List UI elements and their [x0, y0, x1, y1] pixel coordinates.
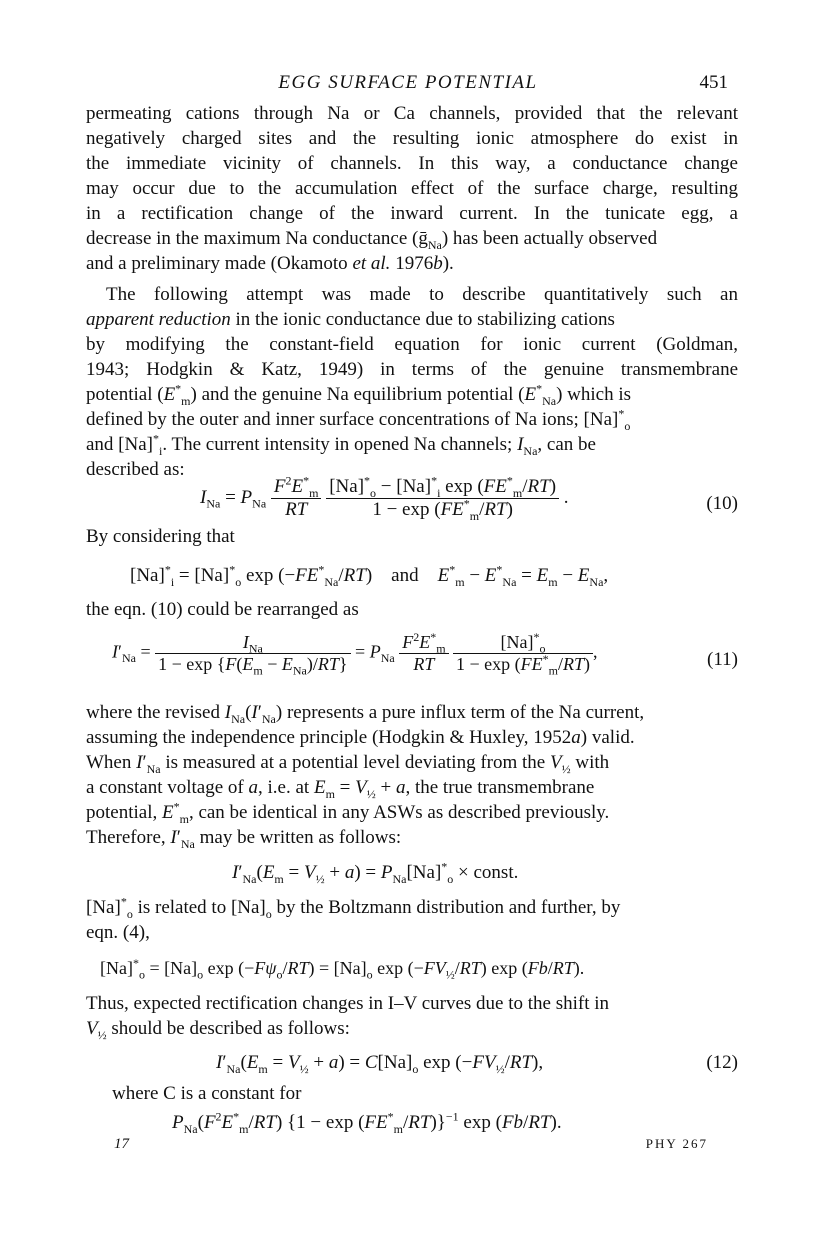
text-line: The following attempt was made to describe quantitatively such an [106, 284, 738, 305]
text-line: where the revised $I_{Na}(I'_{Na})$ represents a pure influx term of the Na current, [86, 702, 645, 726]
text-line: and $[Na]^*_i$. The current intensity in opened Na channels; $I_{Na}$, can be [86, 431, 596, 458]
italic-span: et al. [352, 253, 391, 274]
text-line: where C is a constant for [112, 1083, 302, 1104]
text-line [86, 228, 738, 250]
text-line: 1943; Hodgkin & Katz, 1949) in terms of the genuine transmembrane [86, 359, 738, 380]
equation-relation: $[Na]^*_i = [Na]^*_o$ $\exp (-FE^*_{Na}/RT)$ and $E^*_m - E^*_{Na} = E_m - E_{Na}$, [130, 562, 609, 589]
equation-const: $I'_{Na}(E_m = V_{\frac{1}{2}} + a) = P_{Na}[Na]^*_o$ × const. [232, 859, 519, 886]
text-line: potential, $E^*_m$, can be identical in any ASWs as described previously. [86, 799, 610, 826]
text-span: decrease in the maximum Na conductance (ḡ [86, 228, 428, 249]
text-line: $[Na]^*_o$ is related to $[Na]_o$ by the Boltzmann distribution and further, by [86, 894, 621, 921]
text-line [86, 253, 738, 275]
text-line: Thus, expected rectification changes in I–V curves due to the shift in [86, 993, 610, 1014]
text-span: in the ionic conductance due to stabilizing cations [230, 309, 615, 330]
text-span: and a preliminary made (Okamoto [86, 253, 353, 274]
text-line: the eqn. (10) could be rearranged as [86, 599, 359, 620]
text-line: the immediate vicinity of channels. In this way, a conductance change [86, 153, 738, 174]
text-line: in a rectification change of the inward current. In the tunicate egg, a [86, 203, 738, 224]
text-line: by modifying the constant-field equation for ionic current (Goldman, [86, 334, 738, 355]
subscript: Na [427, 237, 442, 252]
text-line: potential $(E^*_m)$ and the genuine Na equilibrium potential $(E^*_{Na})$ which is [86, 381, 632, 408]
text-line: described as: [86, 459, 185, 480]
equation-number: (11) [707, 649, 738, 670]
italic-span: b [433, 253, 443, 274]
equation-11: $I'_{Na}$ = $\frac{I_{Na}}{1 - \exp \{F(E_m - E_{Na})/RT\}}$ = $P_{Na}$ $\frac{F^2E^*_m}{RT}$ $\frac{[Na]^*_o}{1 - \exp (FE^*_m/RT)}$ , [112, 630, 598, 678]
text-span: . The current intensity in opened Na channels; [162, 434, 518, 455]
text-line: When $I'_{Na}$ is measured at a potential level deviating from the $V_{\frac{1}{2}}$ with [86, 752, 610, 776]
text-span: defined by the outer and inner surface concentrations of Na ions; [Na] [86, 409, 619, 430]
text-line: $V_{\frac{1}{2}}$ should be described as follows: [86, 1018, 350, 1042]
text-line [86, 309, 738, 331]
text-span: ) has been actually observed [441, 228, 658, 249]
equation-c-definition: $P_{Na}(F^2E^*_m/RT) \{1 - \exp (FE^*_m/RT)\}^{-1}$ exp (Fb/RT). [172, 1109, 562, 1136]
text-line: permeating cations through Na or Ca channels, provided that the relevant [86, 103, 738, 124]
equation-boltzmann: $[Na]^*_o = [Na]_o$ $\exp (-F\psi_o/RT) = [Na]_o$ $\exp (-FV_{\frac{1}{2}}/RT)$ exp (Fb/RT). [100, 956, 585, 982]
text-span: ) which is [556, 384, 632, 405]
equation-12: $I'_{Na}(E_m = V_{\frac{1}{2}} + a) = C[Na]_o$ $\exp (-FV_{\frac{1}{2}}/RT)$, [216, 1052, 544, 1076]
text-line: negatively charged sites and the resulting ionic atmosphere do exist in [86, 128, 738, 149]
text-line: assuming the independence principle (Hodgkin & Huxley, 1952a) valid. [86, 727, 635, 748]
signature-mark: 17 [114, 1136, 129, 1152]
equation-number: (10) [706, 493, 738, 514]
text-span: potential ( [86, 384, 164, 405]
text-line: defined by the outer and inner surface concentrations of Na ions; $[Na]^*_o$ [86, 406, 631, 433]
text-span: ) and the genuine Na equilibrium potential ( [190, 384, 525, 405]
text-line: eqn. (4), [86, 922, 150, 943]
journal-code: PHY 267 [645, 1136, 708, 1151]
text-span: , can be [537, 434, 596, 455]
text-line: a constant voltage of a, i.e. at $E_m = V_{\frac{1}{2}} + a$, the true transmembrane [86, 777, 595, 801]
page-number: 451 [699, 72, 728, 93]
text-line: By considering that [86, 526, 235, 547]
equation-10: $I_{Na} = P_{Na}$ $\frac{F^2E^*_m}{RT}$ $\frac{[Na]^*_o - [Na]^*_i \exp (FE^*_m/RT)}{1 - \exp (FE^*_m/RT)}$ . [200, 473, 569, 523]
text-span: 1976 [390, 253, 434, 274]
text-span: and [Na] [86, 434, 153, 455]
italic-span: apparent reduction [86, 309, 231, 330]
text-line: may occur due to the accumulation effect of the surface charge, resulting [86, 178, 738, 199]
text-line: Therefore, $I'_{Na}$ may be written as follows: [86, 827, 402, 851]
equation-number: (12) [706, 1052, 738, 1073]
text-span: ). [442, 253, 454, 274]
running-header: EGG SURFACE POTENTIAL [278, 72, 538, 93]
